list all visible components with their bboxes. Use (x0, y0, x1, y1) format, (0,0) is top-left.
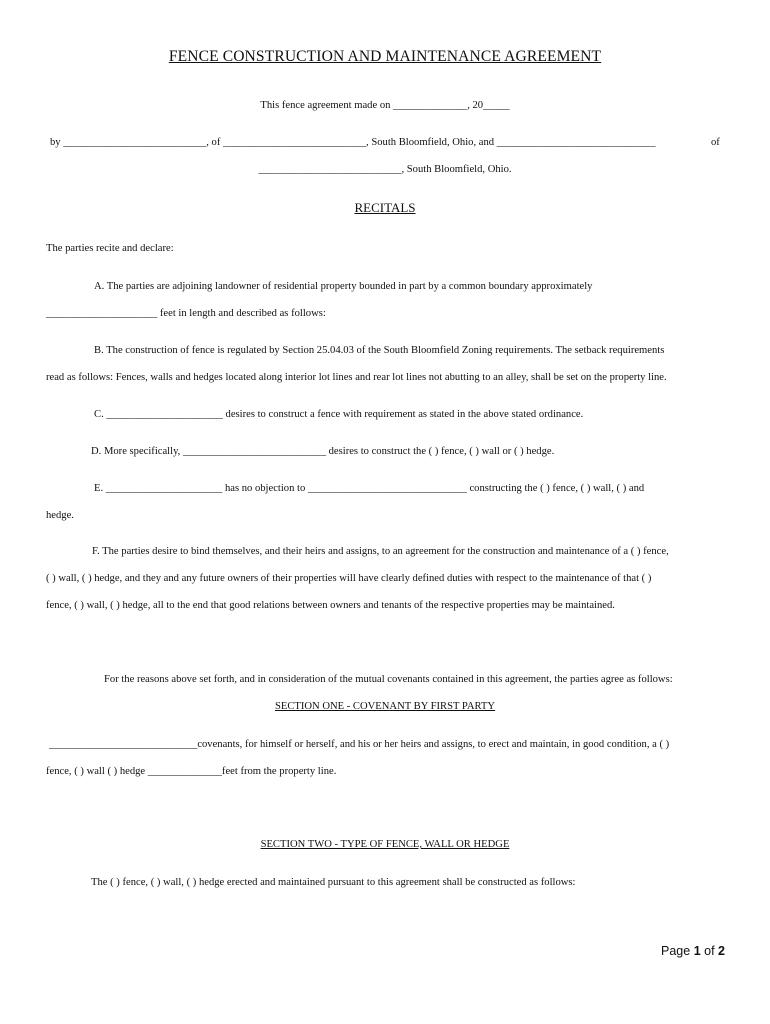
document-title: FENCE CONSTRUCTION AND MAINTENANCE AGREEMENT (168, 48, 602, 65)
parties-city-line: ___________________________, South Bloomfield, Ohio. (258, 164, 512, 175)
paragraph-a-line-1: A. The parties are adjoining landowner of residential property bounded in part by a common boundary approximately (94, 281, 593, 292)
parties-line: by ___________________________, of ___________________________, South Bloomfield, Ohio, and ______________________________ (50, 137, 656, 148)
recite-intro: The parties recite and declare: (46, 243, 174, 254)
total-pages-number: 2 (718, 944, 725, 958)
paragraph-f-line-2: ( ) wall, ( ) hedge, and they and any future owners of their properties will have clearly defined duties with respect to the maintenance of that ( ) (46, 573, 652, 584)
paragraph-f-line-3: fence, ( ) wall, ( ) hedge, all to the end that good relations between owners and tenants of the respective properties may be maintained. (46, 600, 615, 611)
recitals-heading: RECITALS (354, 200, 416, 215)
current-page-number: 1 (693, 944, 701, 958)
paragraph-e-line-1: E. ______________________ has no objection to ______________________________ constructing the ( ) fence, ( ) wall, ( ) and (94, 483, 645, 494)
paragraph-b-line-1: B. The construction of fence is regulated by Section 25.04.03 of the South Bloomfield Zoning requirements. The setback requirements (94, 345, 665, 356)
page-number-footer (661, 944, 725, 958)
section-one-line-2: fence, ( ) wall ( ) hedge ______________feet from the property line. (46, 766, 337, 777)
paragraph-f-line-1: F. The parties desire to bind themselves, and their heirs and assigns, to an agreement for the construction and maintenance of a ( ) fence, (92, 546, 669, 557)
agreement-date-line: This fence agreement made on ______________, 20_____ (260, 100, 510, 111)
paragraph-a-line-2: _____________________ feet in length and described as follows: (46, 308, 326, 319)
paragraph-c: C. ______________________ desires to construct a fence with requirement as stated in the above stated ordinance. (94, 409, 584, 420)
reasons-paragraph: For the reasons above set forth, and in consideration of the mutual covenants contained in this agreement, the parties agree as follows: (104, 674, 673, 685)
paragraph-b-line-2: read as follows: Fences, walls and hedges located along interior lot lines and rear lot lines not abutting to an alley, shall be set on the property line. (46, 372, 667, 383)
section-one-line-1: ____________________________covenants, for himself or herself, and his or her heirs and assigns, to erect and maintain, in good condition, a ( ) (49, 739, 670, 750)
page-word: Page (661, 944, 691, 958)
paragraph-e-line-2: hedge. (46, 510, 74, 521)
of-word: of (704, 944, 715, 958)
section-one-heading: SECTION ONE - COVENANT BY FIRST PARTY (274, 701, 496, 712)
paragraph-d: D. More specifically, ___________________________ desires to construct the ( ) fence, ( ) wall or ( ) hedge. (91, 446, 555, 457)
parties-of-word: of (711, 137, 720, 148)
section-two-heading: SECTION TWO - TYPE OF FENCE, WALL OR HEDGE (260, 839, 510, 850)
section-two-line-1: The ( ) fence, ( ) wall, ( ) hedge erected and maintained pursuant to this agreement shall be constructed as follows: (91, 877, 576, 888)
